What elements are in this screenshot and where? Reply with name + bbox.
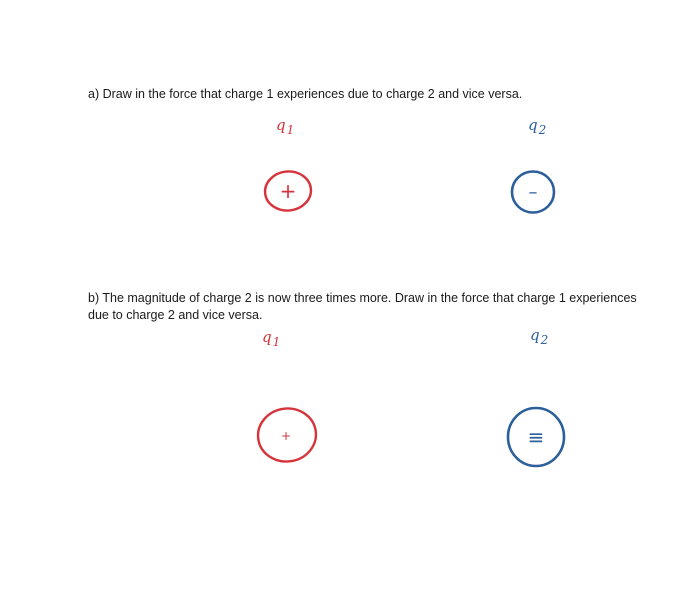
part-b-charge1-sign: + (280, 429, 292, 443)
part-b-q2-label (530, 326, 548, 349)
part-a-q1-label (276, 116, 294, 139)
part-a-q2-label (528, 116, 546, 139)
part-a-positive-charge-circle[interactable] (262, 168, 314, 214)
part-b-charge2-sign: ≡ (527, 425, 545, 449)
q1-letter: q (276, 116, 286, 134)
part-b-positive-charge-circle[interactable] (254, 404, 320, 466)
part-a-charge1-sign: + (279, 179, 297, 203)
part-b-q1-label (262, 328, 280, 351)
q1-subscript: 1 (286, 123, 295, 137)
q2-subscript: 2 (538, 123, 547, 137)
part-a-negative-charge-circle[interactable] (508, 168, 558, 216)
q2-letter: q (528, 116, 538, 134)
q1-letter: q (262, 328, 272, 346)
q2-letter: q (530, 326, 540, 344)
question-b-text: b) The magnitude of charge 2 is now three times more. Draw in the force that charge 1 experiences due to charge 2 and vice versa. (88, 291, 637, 322)
q1-subscript: 1 (272, 335, 281, 349)
q2-subscript: 2 (540, 333, 549, 347)
part-b-negative-charge-circle[interactable] (504, 404, 568, 470)
part-a-charge2-sign: – (528, 182, 538, 203)
question-a-text: a) Draw in the force that charge 1 experiences due to charge 2 and vice versa. (88, 87, 523, 101)
